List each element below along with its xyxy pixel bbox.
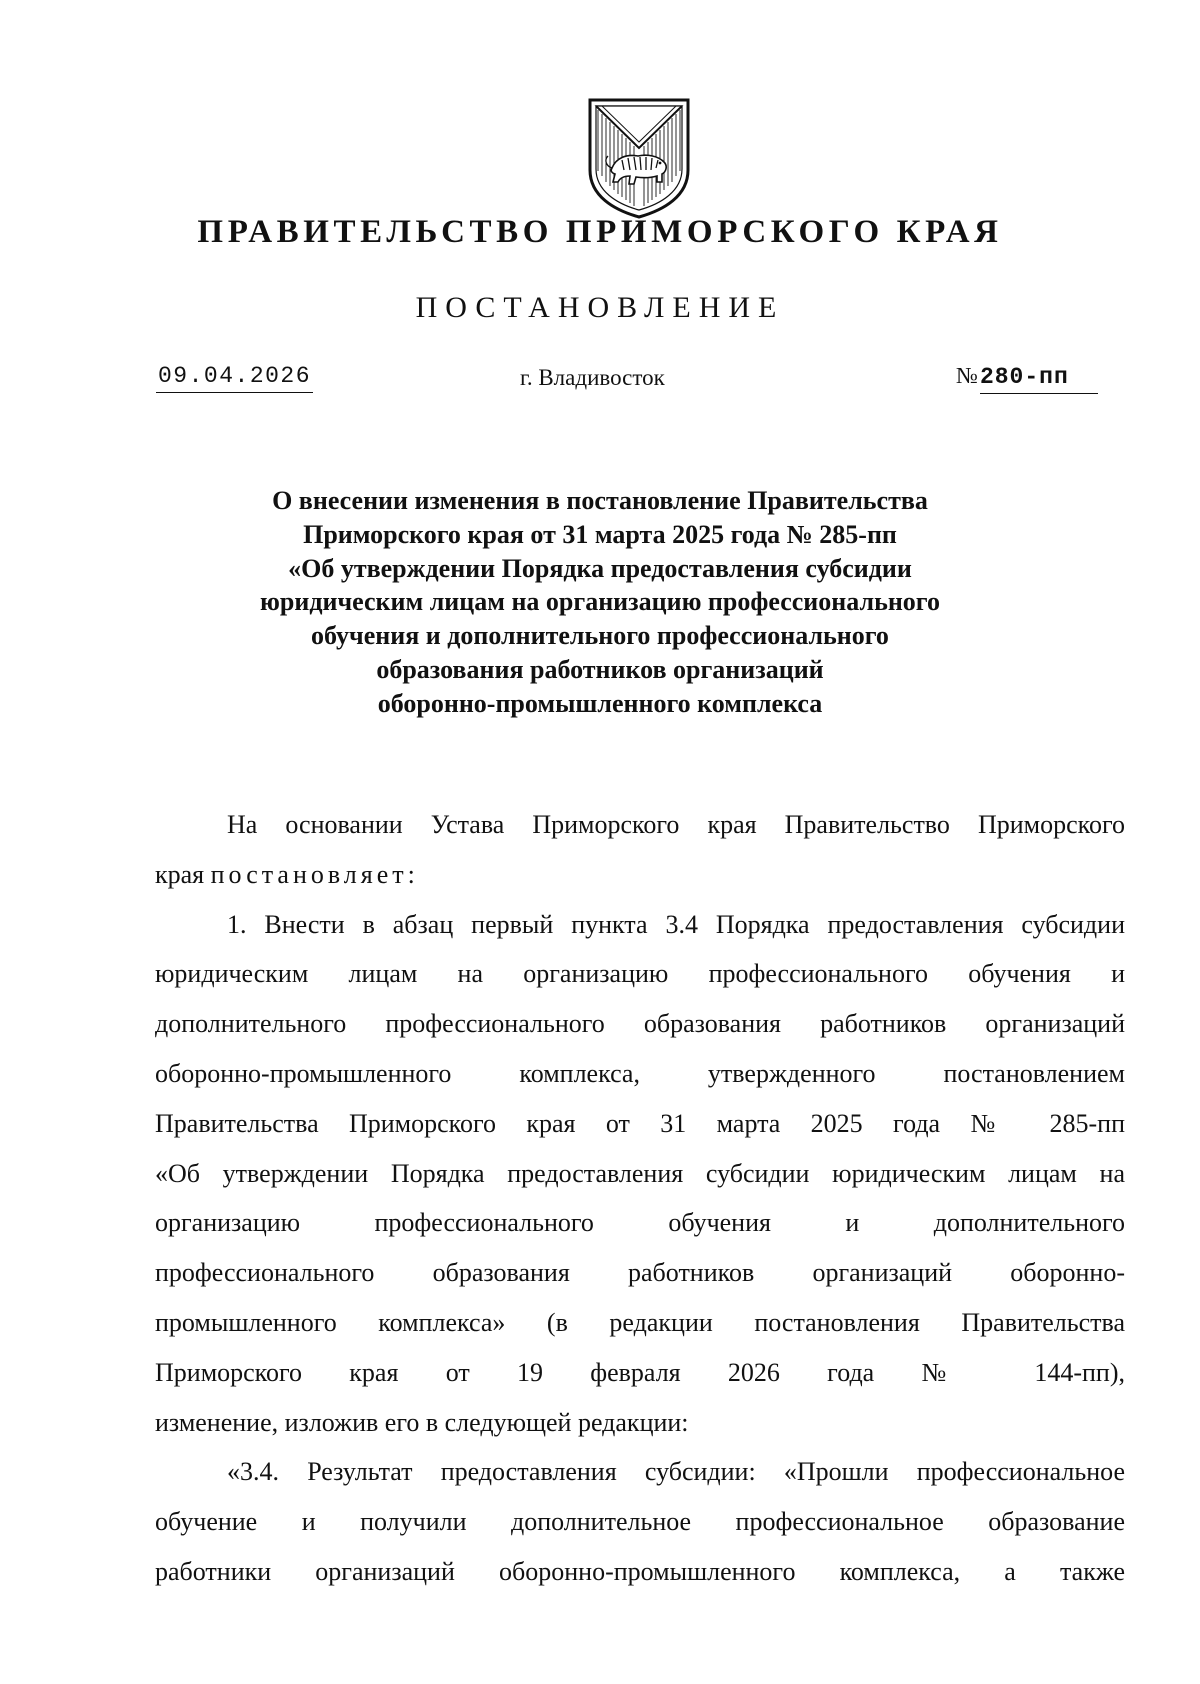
body-line: юридическим лицам на организацию профессионального обучения и: [155, 959, 1125, 989]
organization-name: ПРАВИТЕЛЬСТВО ПРИМОРСКОГО КРАЯ: [197, 214, 1003, 250]
title-line: О внесении изменения в постановление Правительства: [272, 486, 928, 515]
body-line: профессионального образования работников организаций оборонно-: [155, 1258, 1125, 1288]
title-line: «Об утверждении Порядка предоставления субсидии: [288, 553, 912, 583]
resolves-word: постановляет:: [210, 859, 419, 889]
body-line: промышленного комплекса» (в редакции постановления Правительства: [155, 1307, 1125, 1337]
body-line: организацию профессионального обучения и дополнительного: [155, 1208, 1125, 1238]
document-number: [956, 362, 1098, 394]
document-date: 09.04.2026: [156, 362, 313, 393]
document-city: г. Владивосток: [520, 365, 665, 390]
clause-3-4-paragraph: [155, 1447, 1125, 1596]
title-line: оборонно-промышленного комплекса: [377, 688, 823, 718]
title-line: обучения и дополнительного профессионального: [311, 621, 889, 651]
preamble-paragraph: [155, 800, 1125, 900]
body-line: оборонно-промышленного комплекса, утвержденного постановлением: [155, 1058, 1125, 1088]
document-type: ПОСТАНОВЛЕНИЕ: [415, 291, 785, 324]
number-sign: №: [956, 363, 978, 388]
document-body: [155, 800, 1125, 1597]
body-line: обучение и получили дополнительное профессиональное образование: [155, 1507, 1125, 1537]
body-line: работники организаций оборонно-промышленного комплекса, а также: [155, 1556, 1125, 1586]
body-line: 1. Внести в абзац первый пункта 3.4 Порядка предоставления субсидии: [227, 909, 1125, 939]
body-line: «3.4. Результат предоставления субсидии: «Прошли профессиональное: [227, 1457, 1125, 1487]
body-line: На основании Устава Приморского края Правительство Приморского: [227, 810, 1125, 839]
body-line: Приморского края от 19 февраля 2026 года № 144-пп),: [155, 1357, 1125, 1387]
body-line: [155, 850, 1125, 900]
body-line: дополнительного профессионального образования работников организаций: [155, 1009, 1125, 1039]
body-line: Правительства Приморского края от 31 марта 2025 года № 285-пп: [155, 1108, 1125, 1138]
clause-1-paragraph: [155, 900, 1125, 1448]
body-line-prefix: края: [155, 859, 211, 889]
title-line: образования работников организаций: [376, 654, 824, 684]
number-value: 280-пп: [980, 363, 1098, 394]
body-line: изменение, изложив его в следующей редакции:: [155, 1407, 689, 1437]
body-line: «Об утверждении Порядка предоставления субсидии юридическим лицам на: [155, 1158, 1125, 1188]
title-line: юридическим лицам на организацию профессионального: [260, 587, 940, 617]
title-line: Приморского края от 31 марта 2025 года № 285-пп: [303, 519, 897, 549]
document-title: [150, 484, 1050, 721]
primorsky-krai-coat-of-arms-icon: [586, 96, 692, 220]
